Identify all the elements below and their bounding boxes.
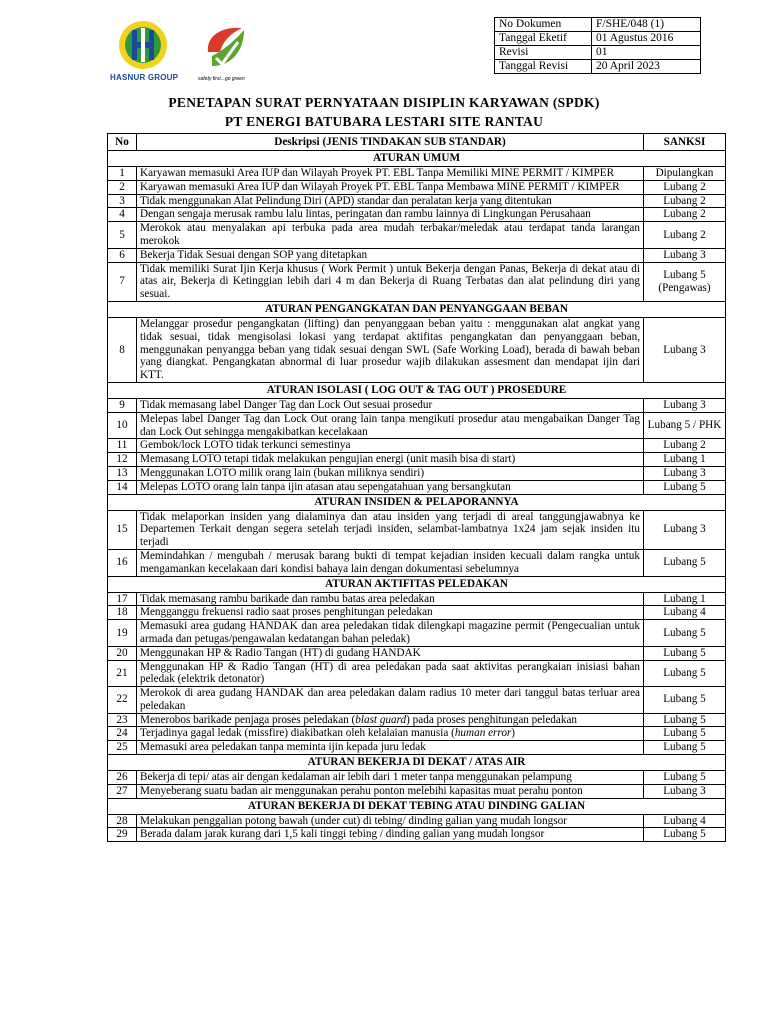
section-header-row xyxy=(108,494,726,510)
section-title: ATURAN AKTIFITAS PELEDAKAN xyxy=(108,576,726,592)
table-row xyxy=(108,814,726,828)
row-description: Menggunakan HP & Radio Tangan (HT) di area peledakan pada saat aktivitas perangkaian inisiasi bahan peledak (elektrik detonator) xyxy=(137,660,644,687)
doc-info-key: Tanggal Eketif xyxy=(495,32,592,46)
row-sanksi: Lubang 3 xyxy=(644,466,726,480)
description-fragment: human error xyxy=(454,727,512,740)
row-number: 26 xyxy=(108,771,137,785)
table-row xyxy=(108,412,726,439)
row-description: Tidak memasang rambu barikade dan rambu batas area peledakan xyxy=(137,592,644,606)
doc-info-value: 01 xyxy=(592,46,701,60)
row-sanksi: Lubang 4 xyxy=(644,814,726,828)
row-number: 16 xyxy=(108,549,137,576)
row-sanksi: Lubang 5 xyxy=(644,771,726,785)
section-header-row xyxy=(108,798,726,814)
row-description: Memindahkan / mengubah / merusak barang bukti di tempat kejadian insiden kecuali dalam rangka untuk mengamankan kecelakaan dari kondisi bahaya lain dengan dokumentasi sebelumnya xyxy=(137,549,644,576)
row-sanksi: Lubang 2 xyxy=(644,222,726,249)
table-row xyxy=(108,208,726,222)
row-number: 15 xyxy=(108,510,137,549)
table-row xyxy=(108,660,726,687)
description-fragment: Menerobos barikade penjaga proses peledakan ( xyxy=(140,713,356,726)
row-number: 1 xyxy=(108,167,137,181)
hasnur-group-label: HASNUR GROUP xyxy=(110,73,179,82)
row-sanksi: Lubang 1 xyxy=(644,592,726,606)
row-sanksi: Lubang 3 xyxy=(644,510,726,549)
table-row xyxy=(108,784,726,798)
table-row xyxy=(108,180,726,194)
table-header-row xyxy=(108,134,726,151)
section-title: ATURAN BEKERJA DI DEKAT / ATAS AIR xyxy=(108,755,726,771)
table-row xyxy=(108,439,726,453)
row-number: 28 xyxy=(108,814,137,828)
row-description: Melakukan penggalian potong bawah (under cut) di tebing/ dinding galian yang mudah longsor xyxy=(137,814,644,828)
row-sanksi: Lubang 5 xyxy=(644,687,726,714)
table-row xyxy=(108,510,726,549)
row-sanksi: Lubang 5 xyxy=(644,741,726,755)
row-number: 3 xyxy=(108,194,137,208)
row-description: Tidak melaporkan insiden yang dialaminya dan atau insiden yang terjadi di areal tanggungjawabnya ke Departemen Terkait dengan segera setelah terjadi insiden, selambat-lambatnya 1x24 jam sejak insiden itu terjadi xyxy=(137,510,644,549)
row-description xyxy=(137,727,644,741)
row-number: 2 xyxy=(108,180,137,194)
row-description: Tidak menggunakan Alat Pelindung Diri (APD) standar dan peralatan kerja yang ditentukan xyxy=(137,194,644,208)
row-sanksi: Lubang 5 xyxy=(644,646,726,660)
table-row xyxy=(108,713,726,727)
row-number: 8 xyxy=(108,317,137,382)
hasnur-group-logo-icon xyxy=(118,20,168,70)
description-fragment: blast guard xyxy=(355,713,407,726)
row-description: Memasuki area peledakan tanpa meminta ijin kepada juru ledak xyxy=(137,741,644,755)
row-number: 6 xyxy=(108,248,137,262)
row-number: 11 xyxy=(108,439,137,453)
doc-info-row xyxy=(495,18,701,32)
table-row xyxy=(108,771,726,785)
table-row xyxy=(108,549,726,576)
row-sanksi: Lubang 1 xyxy=(644,453,726,467)
description-fragment: ) xyxy=(511,727,516,740)
row-description: Mengganggu frekuensi radio saat proses penghitungan peledakan xyxy=(137,606,644,620)
table-row xyxy=(108,687,726,714)
row-sanksi: Lubang 3 xyxy=(644,398,726,412)
row-description: Melanggar prosedur pengangkatan (lifting) dan penyanggaan beban yaitu : menggunakan alat angkat yang tidak sesuai, tidak mengisolasi lokasi yang terdapat aktifitas pengangkatan dan penyanggaan beban, menggunakan penyangga beban yang tidak sesuai dengan SWL (Safe Working Load), berada di bawah beban yang diangkat. Pengangkatan abnormal di luar prosedur wajib dilakukan assesment dan mendapat ijin dari KTT. xyxy=(137,317,644,382)
doc-info-row xyxy=(495,46,701,60)
row-description: Gembok/lock LOTO tidak terkunci semestinya xyxy=(137,439,644,453)
row-number: 17 xyxy=(108,592,137,606)
row-number: 20 xyxy=(108,646,137,660)
row-description: Memasuki area gudang HANDAK dan area peledakan tidak dilengkapi magazine permit (Pengecualian untuk armada dan petugas/pengawalan kedatangan bahan peledak) xyxy=(137,620,644,647)
row-sanksi: Lubang 5 xyxy=(644,713,726,727)
section-title: ATURAN UMUM xyxy=(108,151,726,167)
table-row xyxy=(108,466,726,480)
row-number: 13 xyxy=(108,466,137,480)
row-sanksi: Lubang 5 (Pengawas) xyxy=(644,262,726,301)
section-header-row xyxy=(108,301,726,317)
row-description xyxy=(137,713,644,727)
table-row xyxy=(108,606,726,620)
row-description: Bekerja di tepi/ atas air dengan kedalaman air lebih dari 1 meter tanpa menggunakan pelampung xyxy=(137,771,644,785)
section-title: ATURAN PENGANGKATAN DAN PENYANGGAAN BEBAN xyxy=(108,301,726,317)
row-number: 9 xyxy=(108,398,137,412)
row-description: Melepas LOTO orang lain tanpa ijin atasan atau sepengatahuan yang bersangkutan xyxy=(137,480,644,494)
description-fragment: ) pada proses penghitungan peledakan xyxy=(406,713,578,726)
table-row xyxy=(108,741,726,755)
section-header-row xyxy=(108,576,726,592)
row-description: Memasang LOTO tetapi tidak melakukan pengujian energi (unit masih bisa di start) xyxy=(137,453,644,467)
table-row xyxy=(108,828,726,842)
table-row xyxy=(108,646,726,660)
row-description: Bekerja Tidak Sesuai dengan SOP yang ditetapkan xyxy=(137,248,644,262)
row-description: Menggunakan LOTO milik orang lain (bukan miliknya sendiri) xyxy=(137,466,644,480)
table-row xyxy=(108,248,726,262)
table-row xyxy=(108,620,726,647)
row-description: Menggunakan HP & Radio Tangan (HT) di gudang HANDAK xyxy=(137,646,644,660)
row-sanksi: Lubang 5 / PHK xyxy=(644,412,726,439)
leaf-check-logo-icon xyxy=(198,22,250,74)
row-number: 10 xyxy=(108,412,137,439)
row-sanksi: Lubang 2 xyxy=(644,194,726,208)
doc-info-value: 20 April 2023 xyxy=(592,60,701,74)
row-number: 19 xyxy=(108,620,137,647)
row-description: Merokok di area gudang HANDAK dan area peledakan dalam radius 10 meter dari tanggul batas terluar area peledakan xyxy=(137,687,644,714)
row-number: 27 xyxy=(108,784,137,798)
row-description: Tidak memasang label Danger Tag dan Lock Out sesuai prosedur xyxy=(137,398,644,412)
row-description: Karyawan memasuki Area IUP dan Wilayah Proyek PT. EBL Tanpa Membawa MINE PERMIT / KIMPER xyxy=(137,180,644,194)
row-description: Berada dalam jarak kurang dari 1,5 kali tinggi tebing / dinding galian yang mudah longsor xyxy=(137,828,644,842)
document-info-table xyxy=(494,17,701,74)
description-fragment: Terjadinya gagal ledak (missfire) diakibatkan oleh kelalaian manusia ( xyxy=(140,727,455,740)
row-sanksi: Lubang 4 xyxy=(644,606,726,620)
row-sanksi: Lubang 5 xyxy=(644,660,726,687)
row-sanksi: Lubang 5 xyxy=(644,620,726,647)
row-number: 29 xyxy=(108,828,137,842)
header-no: No xyxy=(108,134,137,151)
doc-info-key: Revisi xyxy=(495,46,592,60)
row-sanksi: Lubang 5 xyxy=(644,727,726,741)
row-description: Merokok atau menyalakan api terbuka pada area mudah terbakar/meledak atau terdapat tanda larangan merokok xyxy=(137,222,644,249)
row-number: 4 xyxy=(108,208,137,222)
row-number: 12 xyxy=(108,453,137,467)
table-row xyxy=(108,167,726,181)
row-description: Melepas label Danger Tag dan Lock Out orang lain tanpa mengikuti prosedur atau mengabaikan Danger Tag dan Lock Out sehingga mengakibatkan kecelakaan xyxy=(137,412,644,439)
row-sanksi: Lubang 5 xyxy=(644,480,726,494)
row-sanksi: Lubang 3 xyxy=(644,248,726,262)
table-row xyxy=(108,262,726,301)
company-title: PT ENERGI BATUBARA LESTARI SITE RANTAU xyxy=(224,114,544,129)
table-row xyxy=(108,727,726,741)
logo-tagline: safety first...go green xyxy=(198,76,245,82)
row-description: Menyeberang suatu badan air menggunakan perahu ponton melebihi kapasitas muat perahu ponton xyxy=(137,784,644,798)
row-sanksi: Lubang 2 xyxy=(644,208,726,222)
table-row xyxy=(108,222,726,249)
row-sanksi: Lubang 3 xyxy=(644,317,726,382)
row-number: 24 xyxy=(108,727,137,741)
header-description: Deskripsi (JENIS TINDAKAN SUB STANDAR) xyxy=(137,134,644,151)
table-row xyxy=(108,194,726,208)
doc-info-value: 01 Agustus 2016 xyxy=(592,32,701,46)
row-number: 22 xyxy=(108,687,137,714)
doc-info-row xyxy=(495,32,701,46)
document-title: PENETAPAN SURAT PERNYATAAN DISIPLIN KARYAWAN (SPDK) xyxy=(168,95,600,110)
row-sanksi: Lubang 5 xyxy=(644,828,726,842)
spdk-table xyxy=(107,133,726,842)
row-number: 23 xyxy=(108,713,137,727)
row-number: 25 xyxy=(108,741,137,755)
row-number: 21 xyxy=(108,660,137,687)
row-sanksi: Lubang 2 xyxy=(644,180,726,194)
section-title: ATURAN BEKERJA DI DEKAT TEBING ATAU DINDING GALIAN xyxy=(108,798,726,814)
row-sanksi: Lubang 3 xyxy=(644,784,726,798)
row-sanksi: Dipulangkan xyxy=(644,167,726,181)
row-description: Tidak memiliki Surat Ijin Kerja khusus ( Work Permit ) untuk Bekerja dengan Panas, Bekerja di dekat atau di atas air, Bekerja di Ketinggian lebih dari 4 m dan Bekerja di Ruang Terbatas dan alat pelindung diri yang sesuai. xyxy=(137,262,644,301)
section-header-row xyxy=(108,382,726,398)
table-row xyxy=(108,592,726,606)
section-header-row xyxy=(108,755,726,771)
doc-info-key: No Dokumen xyxy=(495,18,592,32)
table-row xyxy=(108,453,726,467)
doc-info-key: Tanggal Revisi xyxy=(495,60,592,74)
row-number: 7 xyxy=(108,262,137,301)
table-row xyxy=(108,480,726,494)
section-title: ATURAN INSIDEN & PELAPORANNYA xyxy=(108,494,726,510)
row-number: 5 xyxy=(108,222,137,249)
table-row xyxy=(108,317,726,382)
header-sanksi: SANKSI xyxy=(644,134,726,151)
row-sanksi: Lubang 5 xyxy=(644,549,726,576)
logo-area xyxy=(110,20,260,86)
row-sanksi: Lubang 2 xyxy=(644,439,726,453)
table-row xyxy=(108,398,726,412)
doc-info-value: F/SHE/048 (1) xyxy=(592,18,701,32)
section-title: ATURAN ISOLASI ( LOG OUT & TAG OUT ) PROSEDURE xyxy=(108,382,726,398)
row-description: Dengan sengaja merusak rambu lalu lintas, peringatan dan rambu lainnya di Lingkungan Perusahaan xyxy=(137,208,644,222)
row-number: 14 xyxy=(108,480,137,494)
row-description: Karyawan memasuki Area IUP dan Wilayah Proyek PT. EBL Tanpa Memiliki MINE PERMIT / KIMPER xyxy=(137,167,644,181)
doc-info-row xyxy=(495,60,701,74)
row-number: 18 xyxy=(108,606,137,620)
section-header-row xyxy=(108,151,726,167)
